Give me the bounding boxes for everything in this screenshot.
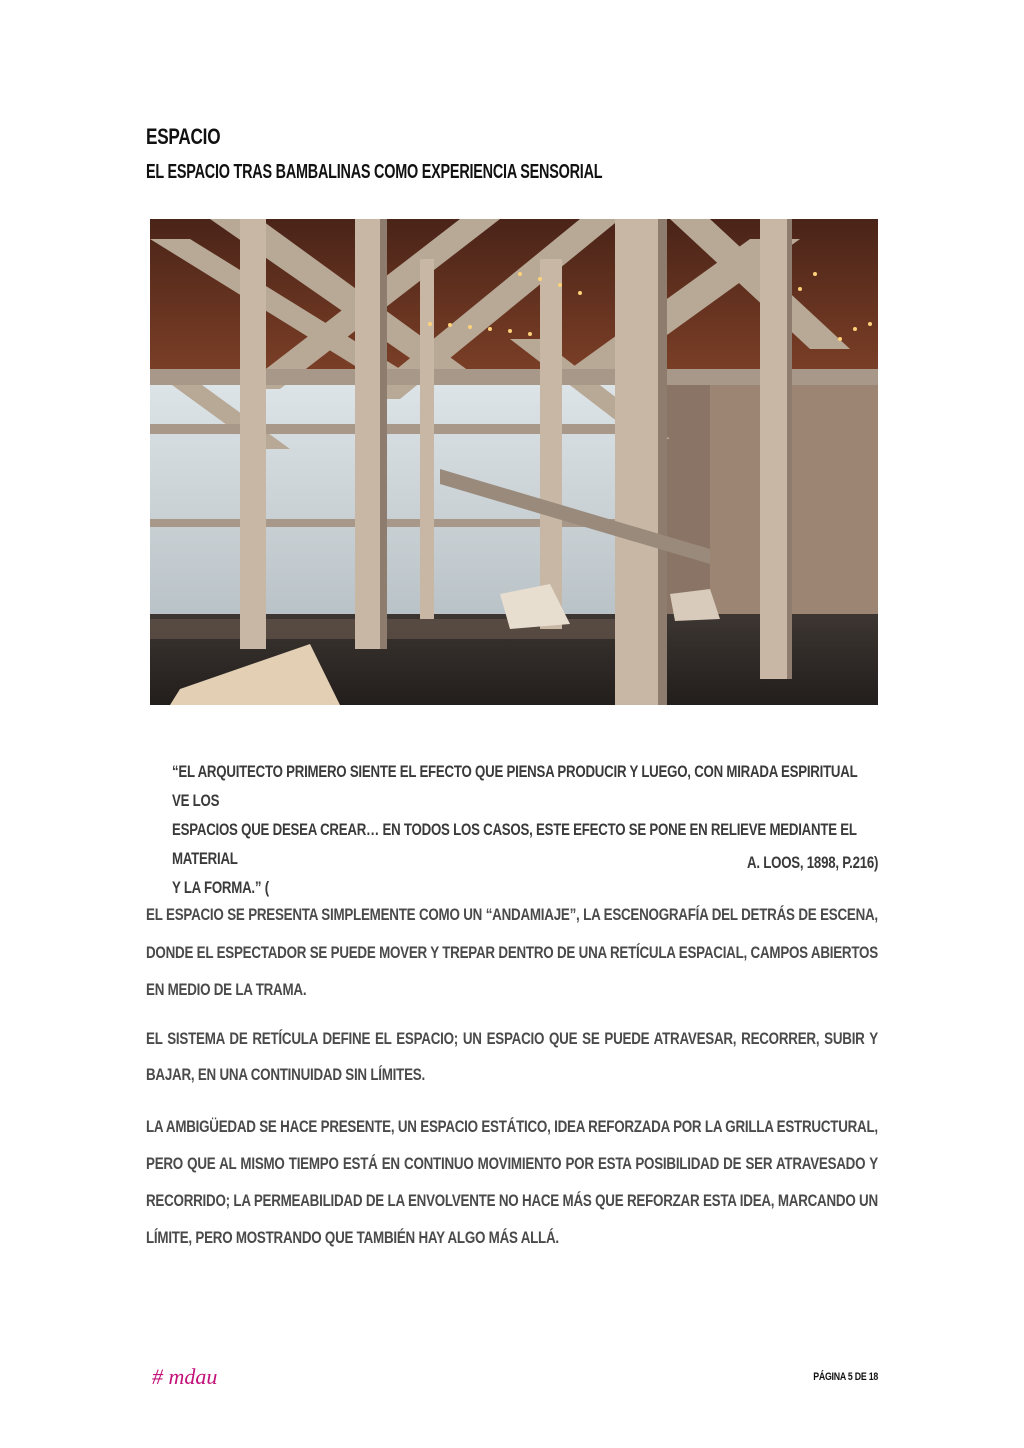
quote-block bbox=[172, 757, 858, 902]
page-prefix: PÁGINA bbox=[813, 1371, 846, 1383]
page-current: 5 bbox=[847, 1371, 853, 1383]
page-separator: DE bbox=[854, 1371, 867, 1383]
page-number bbox=[813, 1371, 878, 1383]
quote-citation: A. LOOS, 1898, P.216) bbox=[746, 853, 878, 872]
quote-line: Y LA FORMA.” ( bbox=[172, 878, 269, 897]
body-paragraph-3: LA AMBIGÜEDAD SE HACE PRESENTE, UN ESPACIO ESTÁTICO, IDEA REFORZADA POR LA GRILLA ESTRUCTURAL, PERO QUE AL MISMO TIEMPO ESTÁ EN CONTINUO MOVIMIENTO POR ESTA POSIBILIDAD DE SER ATRAVESADO Y RECORRIDO; LA PERMEABILIDAD DE LA ENVOLVENTE NO HACE MÁS QUE REFORZAR ESTA IDEA, MARCANDO UN LÍMITE, PERO MOSTRANDO QUE TAMBIÉN HAY ALGO MÁS ALLÁ. bbox=[146, 1117, 878, 1247]
quote-line: “EL ARQUITECTO PRIMERO SIENTE EL EFECTO QUE PIENSA PRODUCIR Y LUEGO, CON MIRADA ESPIRITUAL VE LOS bbox=[172, 762, 858, 810]
quote-line: ESPACIOS QUE DESEA CREAR… EN TODOS LOS CASOS, ESTE EFECTO SE PONE EN RELIEVE MEDIANTE EL MATERIAL bbox=[172, 820, 857, 868]
page-title: ESPACIO bbox=[146, 124, 221, 149]
body-paragraph-1: EL ESPACIO SE PRESENTA SIMPLEMENTE COMO UN “ANDAMIAJE”, LA ESCENOGRAFÍA DEL DETRÁS DE ESCENA, DONDE EL ESPECTADOR SE PUEDE MOVER Y TREPAR DENTRO DE UNA RETÍCULA ESPACIAL, CAMPOS ABIERTOS EN MEDIO DE LA TRAMA. bbox=[146, 905, 878, 999]
footer-brand-logo: # mdau bbox=[152, 1364, 218, 1389]
body-paragraph-2: EL SISTEMA DE RETÍCULA DEFINE EL ESPACIO; UN ESPACIO QUE SE PUEDE ATRAVESAR, RECORRER, SUBIR Y BAJAR, EN UNA CONTINUIDAD SIN LÍMITES. bbox=[146, 1029, 878, 1084]
interior-structure-photo bbox=[150, 219, 878, 705]
page-subtitle: EL ESPACIO TRAS BAMBALINAS COMO EXPERIENCIA SENSORIAL bbox=[146, 161, 603, 183]
page-total: 18 bbox=[868, 1371, 878, 1383]
